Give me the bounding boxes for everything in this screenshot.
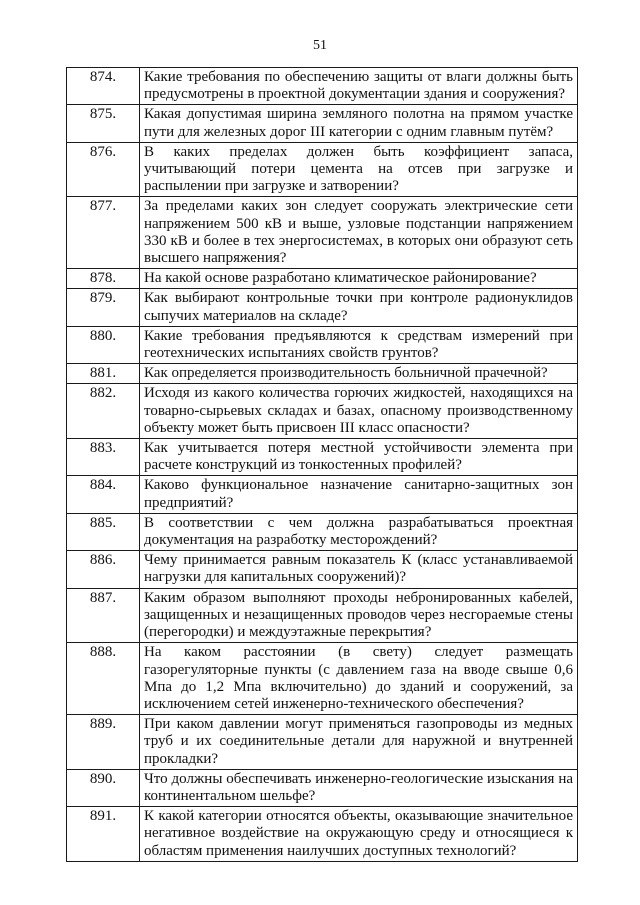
question-number: 890. (67, 769, 140, 806)
question-number: 875. (67, 105, 140, 142)
question-text: При каком давлении могут применяться газопроводы из медных труб и их соединительные детали для наружной и внутренней прокладки? (140, 715, 578, 770)
question-text: Что должны обеспечивать инженерно-геологические изыскания на континентальном шельфе? (140, 769, 578, 806)
page-number: 51 (313, 38, 327, 53)
question-number: 886. (67, 551, 140, 588)
question-number: 883. (67, 439, 140, 476)
question-number: 877. (67, 197, 140, 269)
question-row (67, 476, 578, 513)
question-number: 876. (67, 142, 140, 197)
question-row (67, 715, 578, 770)
question-text: На каком расстоянии (в свету) следует размещать газорегуляторные пункты (с давлением газа на вводе свыше 0,6 Мпа до 1,2 Мпа включительно) до зданий и сооружений, за исключением сетей инженерно-технического обеспечения? (140, 643, 578, 715)
question-text: Каково функциональное назначение санитарно-защитных зон предприятий? (140, 476, 578, 513)
question-number: 881. (67, 364, 140, 384)
question-text: К какой категории относятся объекты, оказывающие значительное негативное воздействие на окружающую среду и относящиеся к областям применения наилучших доступных технологий? (140, 807, 578, 862)
question-text: Какие требования предъявляются к средствам измерений при геотехнических испытаниях свойств грунтов? (140, 326, 578, 363)
question-number: 891. (67, 807, 140, 862)
question-text: Как определяется производительность больничной прачечной? (140, 364, 578, 384)
question-number: 885. (67, 513, 140, 550)
question-text: Каким образом выполняют проходы небронированных кабелей, защищенных и незащищенных проводов через несгораемые стены (перегородки) и междуэтажные перекрытия? (140, 588, 578, 643)
question-text: Исходя из какого количества горючих жидкостей, находящихся на товарно-сырьевых складах и базах, опасному производственному объекту может быть присвоен III класс опасности? (140, 384, 578, 439)
question-row (67, 105, 578, 142)
question-number: 882. (67, 384, 140, 439)
question-row (67, 439, 578, 476)
question-text: Как выбирают контрольные точки при контроле радионуклидов сыпучих материалов на складе? (140, 289, 578, 326)
question-number: 889. (67, 715, 140, 770)
question-text: Как учитывается потеря местной устойчивости элемента при расчете конструкций из тонкостенных профилей? (140, 439, 578, 476)
question-number: 879. (67, 289, 140, 326)
question-row (67, 643, 578, 715)
question-row (67, 807, 578, 862)
question-number: 880. (67, 326, 140, 363)
question-text: Какие требования по обеспечению защиты от влаги должны быть предусмотрены в проектной документации здания и сооружения? (140, 68, 578, 105)
question-row (67, 769, 578, 806)
question-row (67, 142, 578, 197)
question-text: За пределами каких зон следует сооружать электрические сети напряжением 500 кВ и выше, узловые подстанции напряжением 330 кВ и более в тех энергосистемах, в которых они образуют сеть высшего напряжения? (140, 197, 578, 269)
question-number: 874. (67, 68, 140, 105)
question-text: На какой основе разработано климатическое районирование? (140, 269, 578, 289)
question-row (67, 588, 578, 643)
question-row (67, 364, 578, 384)
question-row (67, 513, 578, 550)
question-row (67, 197, 578, 269)
question-row (67, 384, 578, 439)
question-text: Какая допустимая ширина земляного полотна на прямом участке пути для железных дорог III категории с одним главным путём? (140, 105, 578, 142)
question-number: 878. (67, 269, 140, 289)
questions-table (66, 67, 578, 862)
question-text: В соответствии с чем должна разрабатываться проектная документация на разработку месторождений? (140, 513, 578, 550)
question-row (67, 326, 578, 363)
question-row (67, 269, 578, 289)
question-row (67, 68, 578, 105)
question-text: В каких пределах должен быть коэффициент запаса, учитывающий потери цемента на отсев при загрузке и распылении при загрузке и затворении? (140, 142, 578, 197)
question-number: 884. (67, 476, 140, 513)
question-number: 887. (67, 588, 140, 643)
question-text: Чему принимается равным показатель К (класс устанавливаемой нагрузки для капитальных сооружений)? (140, 551, 578, 588)
question-row (67, 289, 578, 326)
questions-table-body (67, 68, 578, 862)
question-number: 888. (67, 643, 140, 715)
question-row (67, 551, 578, 588)
